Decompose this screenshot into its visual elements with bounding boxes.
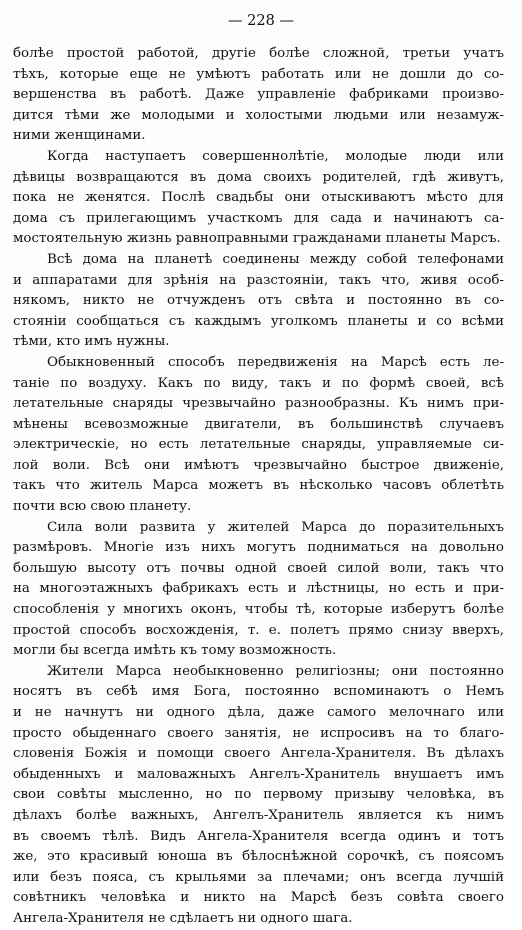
paragraph-5 — [13, 518, 504, 662]
text-line: такъ что житель Марса можетъ въ нѣсколько часовъ облетѣть — [13, 478, 504, 494]
body-text — [13, 44, 504, 930]
paragraph-1 — [13, 44, 504, 147]
text-line: Обыкновенный способъ передвиженія на Марсѣ есть ле- — [47, 354, 504, 370]
text-line: Ангела-Хранителя не сдѣлаетъ ни одного шага. — [13, 910, 353, 926]
text-line: и аппаратами для зрѣнія на разстояніи, такъ что, живя особ- — [13, 272, 504, 288]
text-line: мѣнены всевозможные двигатели, въ большинствѣ случаевъ — [13, 416, 504, 432]
text-line: ними женщинами. — [13, 128, 146, 144]
text-line: дома съ прилегающимъ участкомъ для сада и начинаютъ са- — [13, 210, 504, 226]
text-line: простой способъ восхожденія, т. е. полетъ прямо снизу вверхъ, — [13, 622, 504, 638]
text-line: стояніи сообщаться съ каждымъ уголкомъ планеты и со всѣми — [13, 313, 504, 329]
text-line: дѣвицы возвращаются въ дома своихъ родителей, гдѣ живутъ, — [13, 169, 504, 185]
text-line: вершенства въ работѣ. Даже управленіе фабриками произво- — [13, 87, 504, 103]
text-line: просто обыденнаго своего занятія, не испросивъ на то благо- — [13, 725, 504, 741]
text-line: совѣтникъ человѣка и никто на Марсѣ безъ совѣта своего — [13, 890, 504, 906]
text-line: дѣлахъ болѣе важныхъ, Ангелъ-Хранитель является къ нимъ — [13, 807, 504, 823]
text-line: някомъ, никто не отчужденъ отъ свѣта и постоянно въ со- — [13, 293, 504, 309]
text-line: Когда наступаетъ совершеннолѣтіе, молодые люди или — [47, 148, 504, 164]
paragraph-3 — [13, 250, 504, 353]
text-line: тѣхъ, которые еще не умѣютъ работать или не дошли до со- — [13, 66, 504, 82]
paragraph-4 — [13, 353, 504, 518]
text-line: же, это красивый юноша въ бѣлоснѣжной сорочкѣ, съ поясомъ — [13, 849, 504, 865]
paragraph-6 — [13, 662, 504, 930]
text-line: таніе по воздуху. Какъ по виду, такъ и по формѣ своей, всѣ — [13, 375, 504, 391]
text-line: и не начнутъ ни одного дѣла, даже самого мелочнаго или — [13, 705, 504, 720]
text-line: лой воли. Всѣ они имѣютъ чрезвычайно быстрое движеніе, — [13, 457, 504, 473]
page-number: — 228 — — [228, 13, 294, 29]
text-line: словенія Божія и помощи своего Ангела-Хранителя. Въ дѣлахъ — [13, 746, 504, 762]
text-line: свои совѣты мысленно, но по первому призыву человѣка, въ — [13, 787, 504, 803]
text-line: могли бы всегда имѣть къ тому возможность. — [13, 643, 337, 659]
text-line: размѣровъ. Многіе изъ нихъ могутъ подниматься на довольно — [13, 540, 504, 556]
text-line: летательные снаряды чрезвычайно разнообразны. Къ нимъ при- — [13, 396, 504, 412]
text-line: Сила воли развита у жителей Марса до поразительныхъ — [47, 519, 504, 535]
text-line: почти всю свою планету. — [13, 499, 192, 515]
text-line: на многоэтажныхъ фабрикахъ есть и лѣстницы, но есть и при- — [13, 581, 504, 597]
text-line: тѣми, кто имъ нужны. — [13, 334, 170, 350]
text-line: большую высоту отъ почвы одной своей силой воли, такъ что — [13, 560, 504, 576]
text-line: способленія у многихъ оконъ, чтобы тѣ, которые изберутъ болѣе — [13, 602, 504, 618]
text-line: мостоятельную жизнь равноправными гражданами планеты Марсъ. — [13, 231, 501, 247]
text-line: Всѣ дома на планетѣ соединены между собой телефонами — [47, 251, 504, 267]
text-line: Жители Марса необыкновенно религіозны; они постоянно — [47, 663, 504, 679]
text-line: носятъ въ себѣ имя Бога, постоянно вспоминаютъ о Немъ — [13, 684, 504, 700]
paragraph-2 — [13, 147, 504, 250]
text-line: дится тѣми же молодыми и холостыми людьми или незамуж- — [13, 107, 504, 123]
text-line: пока не женятся. Послѣ свадьбы они отыскиваютъ мѣсто для — [13, 190, 504, 206]
text-line: болѣе простой работой, другіе болѣе сложной, третьи учатъ — [13, 46, 504, 61]
text-line: въ своемъ тѣлѣ. Видъ Ангела-Хранителя всегда одинъ и тотъ — [13, 828, 504, 844]
text-line: обыденныхъ и маловажныхъ Ангелъ-Хранитель внушаетъ имъ — [13, 766, 504, 782]
text-line: электрическіе, но есть летательные снаряды, управляемые си- — [13, 437, 504, 453]
text-line: или безъ пояса, съ крыльями за плечами; онъ всегда лучшій — [13, 869, 504, 885]
